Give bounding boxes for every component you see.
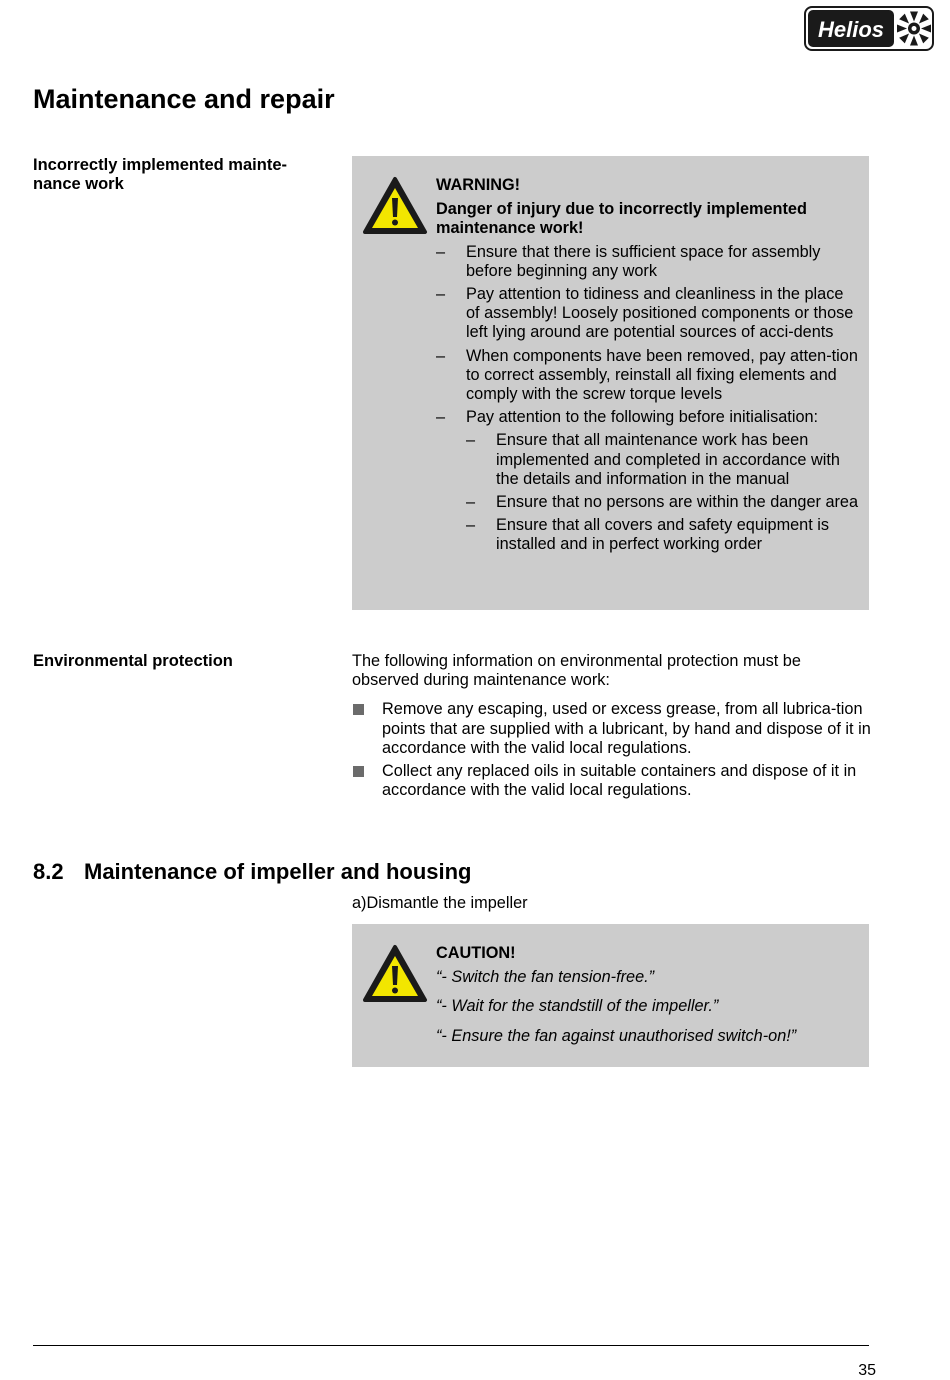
dash-bullet: – [436,242,446,261]
warning-subtitle: Danger of injury due to incorrectly implemented maintenance work! [436,200,807,238]
dash-bullet: – [436,346,446,365]
warning-title: WARNING! [436,176,521,194]
logo-text: Helios [817,17,885,42]
list-item [436,347,859,405]
list-item [436,285,859,343]
environment-side-label: Environmental protection [33,652,233,670]
footer-divider [33,1345,869,1346]
step-label: a)Dismantle the impeller [352,894,528,912]
maintenance-label-line1: Incorrectly implemented mainte- [33,156,287,174]
sublist-item-text: Ensure that no persons are within the danger area [496,493,859,512]
list-item-text: Pay attention to the following before initialisation: [466,408,819,427]
section-heading [33,859,472,885]
square-bullet-icon [353,704,364,715]
page-title: Maintenance and repair [33,84,335,114]
warning-content [436,176,859,559]
sublist-item [466,516,859,554]
sublist-item [466,431,859,489]
list-item-text: Ensure that there is sufficient space for assembly before beginning any work [466,242,821,280]
list-item [436,243,859,281]
warning-triangle-icon [362,176,428,236]
list-item-text: Collect any replaced oils in suitable containers and dispose of it in accordance with the valid local regulations. [382,762,857,800]
fan-icon [897,12,931,46]
sublist-item-text: Ensure that all maintenance work has been implemented and completed in accordance with the details and information in the manual [496,431,840,488]
list-item-text: When components have been removed, pay atten-tion to correct assembly, reinstall all fixing elements and comply with the screw torque levels [466,346,858,404]
environment-list [352,700,872,800]
dash-bullet: – [466,516,476,535]
dash-bullet: – [466,431,476,450]
list-item [352,762,872,800]
caution-line: “- Switch the fan tension-free.” [436,968,655,987]
dash-bullet: – [436,408,446,427]
warning-triangle-icon [362,944,428,1004]
list-item [436,408,859,554]
section-title: Maintenance of impeller and housing [84,859,472,884]
list-item [352,700,872,758]
warning-list [436,243,859,555]
caution-content [436,944,859,1056]
sublist-item-text: Ensure that all covers and safety equipment is installed and in perfect working order [496,516,830,554]
square-bullet-icon [353,766,364,777]
list-item-text: Pay attention to tidiness and cleanliness in the place of assembly! Loosely positioned components or those left lying around are potential sources of acci-dents [466,285,854,342]
maintenance-side-label [33,156,323,194]
caution-line: “- Ensure the fan against unauthorised switch-on!” [436,1026,797,1045]
section-number: 8.2 [33,859,64,884]
maintenance-label-line2: nance work [33,175,124,193]
caution-box [352,924,869,1067]
warning-box [352,156,869,610]
caution-title: CAUTION! [436,944,516,962]
warning-sublist [466,431,859,554]
sublist-item [466,493,859,512]
dash-bullet: – [436,285,446,304]
page-number: 35 [858,1362,876,1379]
helios-logo [804,6,934,51]
environment-intro: The following information on environmental protection must be observed during maintenance work: [352,652,801,690]
list-item-text: Remove any escaping, used or excess grease, from all lubrica-tion points that are supplied with a lubricant, by hand and dispose of it in accordance with the valid local regulations. [382,700,871,757]
environment-content [352,652,872,804]
dash-bullet: – [466,493,476,512]
caution-line: “- Wait for the standstill of the impeller.” [436,997,719,1016]
